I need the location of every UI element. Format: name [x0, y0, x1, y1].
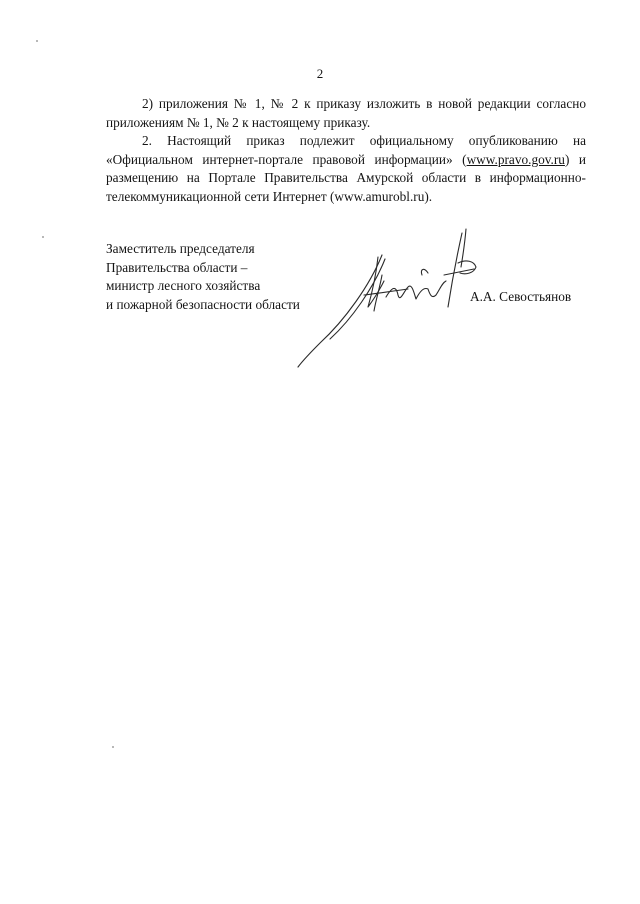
signer-title-line: и пожарной безопасности области — [106, 296, 300, 312]
signer-name: А.А. Севостьянов — [470, 289, 572, 304]
paragraph-item-2: 2) приложения № 1, № 2 к приказу изложить в новой редакции согласно приложениям № 1, № 2 к настоящему приказу. — [106, 96, 586, 130]
paragraph-publication-text-end: ) и размещению на Портале Правительства Амурской области в информационно-телекоммуникационной сети Интернет (www.amurobl.ru). — [106, 151, 586, 204]
scan-speck — [42, 236, 44, 238]
signer-title-line: Правительства области – — [106, 259, 248, 275]
document-body — [106, 95, 586, 206]
scan-speck — [112, 746, 114, 748]
paragraph-publication — [106, 132, 586, 206]
scan-speck — [36, 40, 38, 42]
signer-title-line: министр лесного хозяйства — [106, 278, 261, 293]
signer-title-line: Заместитель председателя — [106, 241, 255, 256]
page-number: 2 — [316, 66, 324, 81]
signer-title — [106, 240, 300, 314]
handwritten-signature — [290, 215, 490, 380]
paragraph-publication-text-start: 2. Настоящий приказ подлежит официальному опубликованию на «Официальном интернет-портале правовой информации» ( — [106, 133, 586, 167]
pravo-gov-link[interactable]: www.pravo.gov.ru — [466, 151, 565, 167]
